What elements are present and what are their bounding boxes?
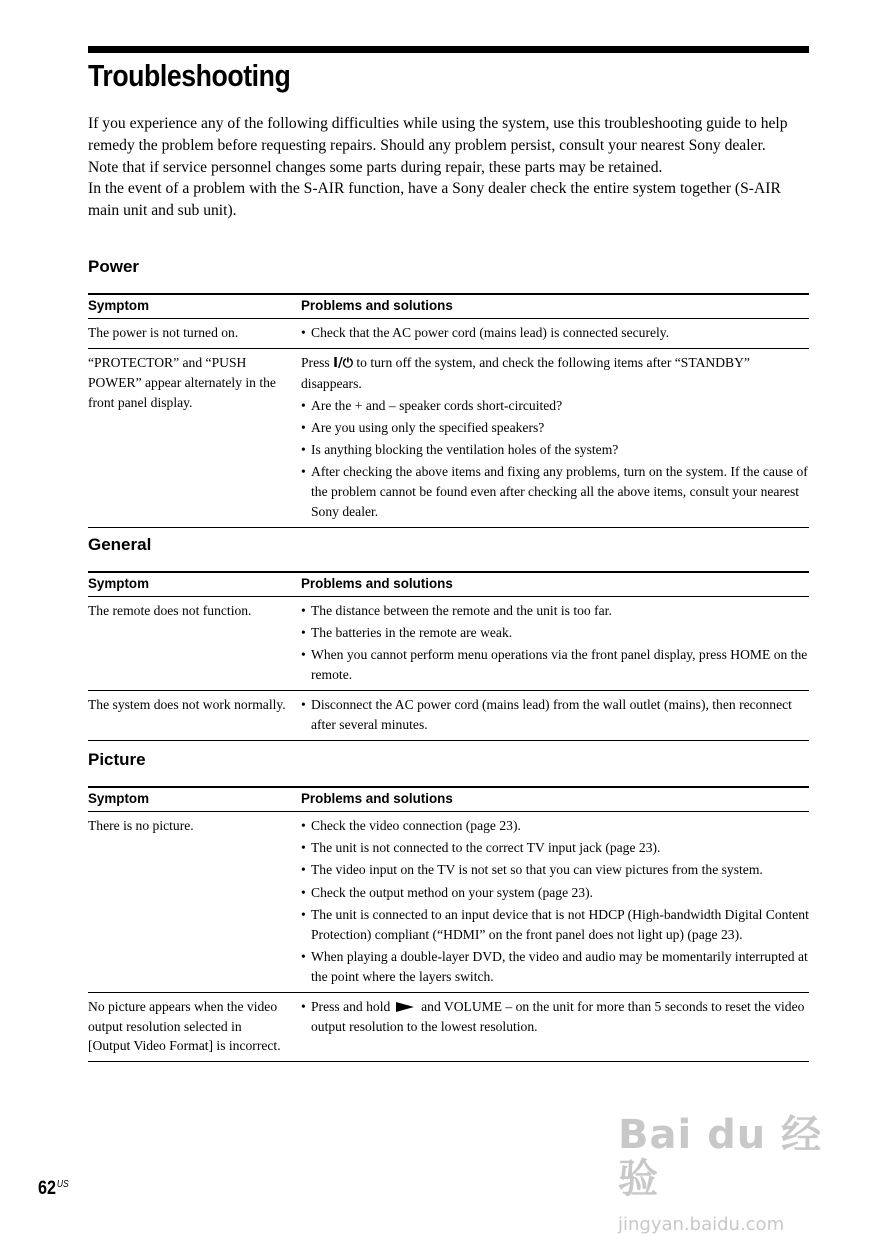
symptom-cell: There is no picture.	[88, 812, 301, 993]
solution-item: • When playing a double-layer DVD, the video and audio may be momentarily interrupted at the point where the layers switch.	[301, 947, 809, 987]
section-picture	[88, 749, 809, 1062]
header-symptom: Symptom	[88, 294, 301, 319]
top-rule	[88, 46, 809, 53]
solution-item	[301, 997, 809, 1037]
header-solutions: Problems and solutions	[301, 294, 809, 319]
table-header-row	[88, 572, 809, 597]
table-row	[88, 597, 809, 691]
solutions-cell	[301, 992, 809, 1061]
solution-lead	[301, 353, 809, 394]
solution-item: • Check the output method on your system (page 23).	[301, 883, 809, 903]
watermark-url: jingyan.baidu.com	[618, 1214, 785, 1235]
solution-item: • Check the video connection (page 23).	[301, 816, 809, 836]
solution-item: • Is anything blocking the ventilation holes of the system?	[301, 440, 809, 460]
power-icon: I/⏻	[333, 356, 353, 372]
page-number	[38, 1178, 69, 1200]
table-row	[88, 349, 809, 528]
solution-item: • The distance between the remote and the unit is too far.	[301, 601, 809, 621]
solutions-cell	[301, 319, 809, 349]
symptom-cell: The system does not work normally.	[88, 691, 301, 741]
solution-item: • When you cannot perform menu operations via the front panel display, press HOME on the remote.	[301, 645, 809, 685]
solutions-cell	[301, 691, 809, 741]
section-heading-general: General	[88, 535, 152, 554]
intro-paragraph: Note that if service personnel changes some parts during repair, these parts may be retained.	[88, 158, 663, 176]
symptom-cell: The remote does not function.	[88, 597, 301, 691]
header-symptom: Symptom	[88, 787, 301, 812]
solutions-cell	[301, 349, 809, 528]
solution-item: • The unit is not connected to the correct TV input jack (page 23).	[301, 838, 809, 858]
page-title: Troubleshooting	[88, 58, 291, 93]
general-table	[88, 571, 809, 741]
page-number-value: 62	[38, 1178, 56, 1199]
table-row	[88, 319, 809, 349]
solution-item: • The video input on the TV is not set so that you can view pictures from the system.	[301, 860, 809, 880]
play-icon	[396, 1002, 414, 1012]
solution-item: • Are the + and – speaker cords short-circuited?	[301, 396, 809, 416]
table-header-row	[88, 294, 809, 319]
solution-item: • Are you using only the specified speakers?	[301, 418, 809, 438]
intro-text	[88, 113, 809, 222]
solution-item: • After checking the above items and fixing any problems, turn on the system. If the cause of the problem cannot be found even after checking all the above items, consult your nearest Sony dealer.	[301, 462, 809, 521]
symptom-cell: No picture appears when the video output resolution selected in [Output Video Format] is incorrect.	[88, 992, 301, 1061]
header-solutions: Problems and solutions	[301, 787, 809, 812]
picture-table	[88, 786, 809, 1062]
power-table	[88, 293, 809, 528]
table-header-row	[88, 787, 809, 812]
page-number-suffix: US	[56, 1179, 69, 1190]
intro-paragraph: If you experience any of the following difficulties while using the system, use this troubleshooting guide to help remedy the problem before requesting repairs. Should any problem persist, consult your nearest Sony dealer.	[88, 115, 788, 154]
header-solutions: Problems and solutions	[301, 572, 809, 597]
table-row	[88, 992, 809, 1061]
symptom-cell: The power is not turned on.	[88, 319, 301, 349]
solution-item: • Check that the AC power cord (mains lead) is connected securely.	[301, 323, 809, 343]
solutions-cell	[301, 812, 809, 993]
watermark	[618, 1112, 828, 1235]
watermark-logo: Bai du 经验	[618, 1112, 823, 1202]
table-row	[88, 812, 809, 993]
solutions-cell	[301, 597, 809, 691]
intro-paragraph: In the event of a problem with the S-AIR function, have a Sony dealer check the entire system together (S-AIR main unit and sub unit).	[88, 180, 781, 220]
lead-prefix: Press	[301, 355, 330, 371]
solution-item: • The unit is connected to an input device that is not HDCP (High-bandwidth Digital Content Protection) compliant (“HDMI” on the front panel does not light up) (page 23).	[301, 905, 809, 945]
header-symptom: Symptom	[88, 572, 301, 597]
solution-prefix: Press and hold	[311, 998, 391, 1014]
solution-suffix: and VOLUME – on the unit for more than 5 seconds to reset the video output resolution to the lowest resolution.	[311, 998, 805, 1034]
section-heading-picture: Picture	[88, 750, 146, 769]
section-power	[88, 256, 809, 528]
solution-item: • Disconnect the AC power cord (mains lead) from the wall outlet (mains), then reconnect after several minutes.	[301, 695, 809, 735]
symptom-cell: “PROTECTOR” and “PUSH POWER” appear alternately in the front panel display.	[88, 349, 301, 528]
section-heading-power: Power	[88, 257, 140, 276]
table-row	[88, 691, 809, 741]
solution-item: • The batteries in the remote are weak.	[301, 623, 809, 643]
section-general	[88, 534, 809, 741]
lead-suffix: to turn off the system, and check the following items after “STANDBY” disappears.	[301, 355, 750, 391]
